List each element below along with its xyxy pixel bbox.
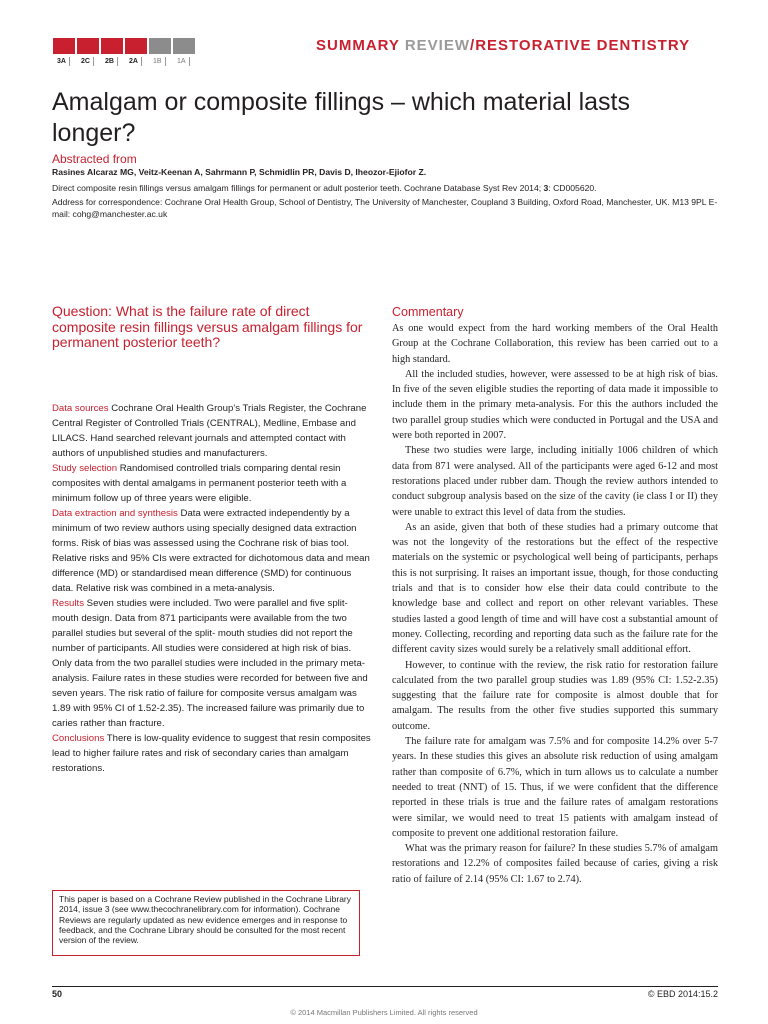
abstract-paragraph: [52, 596, 372, 731]
level-box: [149, 38, 171, 54]
conclusions-heading: Conclusions: [52, 733, 105, 744]
evidence-level: [77, 38, 99, 66]
commentary-paragraph: These two studies were large, including initially 1006 children of which data from 871 were analysed. All of the participants were aged 6-12 and most restorations placed under rubber dam. Though the review authors intended to conduct subgroup analysis based on the size of the cavity (ie class I or II) they were unable to extract this level of data from the studies.: [392, 445, 718, 518]
abstract-paragraph: [52, 401, 372, 461]
extraction-text: Data were extracted independently by a minimum of two review authors using specially designed data extraction forms. Risk of bias was assessed using the Cochrane risk of bias tool. Relative risks and 95% CIs were extracted for dichotomous data and mean difference (MD) or standardised mean difference (SMD) for continuous data. Relative risk was combined in a meta-analysis.: [52, 508, 370, 594]
cochrane-note-box: This paper is based on a Cochrane Review published in the Cochrane Library 2014, issue 3 (see www.thecochranelibrary.com for information). Cochrane Reviews are regularly updated as new evidence emerges and in response to feedback, and the Cochrane Library should be consulted for the most recent version of the review.: [52, 890, 360, 956]
copyright-notice: © 2014 Macmillan Publishers Limited. All rights reserved: [290, 1008, 478, 1017]
level-label: 1A: [173, 57, 190, 66]
correspondence-address: Address for correspondence: Cochrane Oral Health Group, School of Dentistry, The University of Manchester, Coupland 3 Building, Oxford Road, Manchester, UK. M13 9PL E-mail: cohg@manchester.ac.uk: [52, 197, 718, 219]
commentary-paragraph: The failure rate for amalgam was 7.5% and for composite 14.2% over 5-7 years. In these studies this gives an absolute risk reduction of using amalgam rather than composite of 6.7%, which in turn allows us to calculate a number needed to treat (NNT) of 15. Thus, if we were confident that the difference reported in these trials is true and the failure rates of amalgam restorations were similar, we would need to treat 15 patients with amalgam instead of composite to prevent one additional restoration failure.: [392, 736, 718, 839]
journal-reference: © EBD 2014:15.2: [647, 989, 718, 999]
section-summary: SUMMARY: [316, 37, 405, 54]
level-box: [101, 38, 123, 54]
section-header: [316, 37, 690, 54]
citation-issue: 3: [543, 183, 549, 193]
question-heading: Question: What is the failure rate of direct composite resin fillings versus amalgam fillings for permanent posterior teeth?: [52, 303, 363, 350]
level-label: 2B: [101, 57, 118, 66]
article-title: Amalgam or composite fillings – which material lasts longer?: [52, 88, 630, 147]
citation-id: : CD005620.: [548, 183, 597, 193]
level-label: 2A: [125, 57, 142, 66]
level-box: [173, 38, 195, 54]
conclusions-text: There is low-quality evidence to suggest that resin composites lead to higher failure rates and risk of secondary caries than amalgam restorations.: [52, 733, 371, 774]
level-box: [77, 38, 99, 54]
citation-text: Direct composite resin fillings versus amalgam fillings for permanent or adult posterior teeth. Cochrane Database Syst Rev 2014;: [52, 183, 544, 193]
data-sources-text: Cochrane Oral Health Group’s Trials Register, the Cochrane Central Register of Controlled Trials (CENTRAL), Medline, Embase and LILACS. Hand searched relevant journals and attempted contact with authors of unpublished studies and manufacturers.: [52, 403, 367, 459]
section-review: REVIEW: [404, 37, 471, 54]
section-topic: /RESTORATIVE DENTISTRY: [470, 37, 691, 54]
evidence-level: [125, 38, 147, 66]
abstracted-from-label: Abstracted from: [52, 152, 137, 166]
level-box: [53, 38, 75, 54]
citation: [52, 183, 722, 194]
commentary-paragraph: As an aside, given that both of these studies had a primary outcome that was not the longevity of the restorations but the effect of the respective materials on the systemic or psychological well being of participants, perhaps this is not surprising. It raises an important issue, though, for those conducting trials and that is to consider how else their data could contribute to the knowledge base and collect and report on other relevant variables. These studies lasted a good length of time and will have cost a substantial amount of money. Collecting, recording and reporting data such as the failure rate for the different cavity sizes would surely be a relatively small additional effort.: [392, 521, 718, 656]
level-label: 1B: [149, 57, 166, 66]
abstract: [52, 401, 372, 776]
commentary-paragraph: As one would expect from the hard working members of the Oral Health Group at the Cochrane Collaboration, this review has been carried out to a high standard.: [392, 323, 718, 365]
evidence-level: [53, 38, 75, 66]
commentary-paragraph: What was the primary reason for failure? In these studies 5.7% of amalgam restorations and 12.2% of composites failed because of caries, giving a risk ratio of failure of 2.14 (95% CI: 1.67 to 2.74).: [392, 843, 718, 885]
level-label: 2C: [77, 57, 94, 66]
study-selection-text: Randomised controlled trials comparing dental resin composites with dental amalgams in permanent posterior teeth with a minimum follow up of three years were eligible.: [52, 463, 347, 504]
data-sources-heading: Data sources: [52, 403, 109, 414]
study-selection-heading: Study selection: [52, 463, 118, 474]
abstract-paragraph: [52, 461, 372, 506]
evidence-levels: [53, 38, 195, 66]
evidence-level: [101, 38, 123, 66]
level-label: 3A: [53, 57, 70, 66]
evidence-level: [149, 38, 171, 66]
commentary-body: [392, 321, 718, 887]
page-number: 50: [52, 989, 63, 999]
level-box: [125, 38, 147, 54]
abstract-paragraph: [52, 731, 372, 776]
authors: Rasines Alcaraz MG, Veitz-Keenan A, Sahrmann P, Schmidlin PR, Davis D, Iheozor-Ejiofor Z.: [52, 167, 427, 177]
results-text: Seven studies were included. Two were parallel and five split-mouth design. Data from 871 participants were available from the two parallel studies but several of the split- mouth studies did not report the number of participants. All studies were considered at high risk of bias. Only data from the two parallel studies were included in the primary meta-analysis. Failure rates in these studies were recorded for between five and seven years. The risk ratio of failure for composite versus amalgam was 1.89 with 95% CI of 1.52-2.35). The increased failure was primarily due to caries rather than fracture.: [52, 598, 368, 729]
footer-rule: [52, 986, 718, 987]
commentary-paragraph: However, to continue with the review, the risk ratio for restoration failure calculated from the two parallel group studies was 1.89 (95% CI: 1.52-2.35) suggesting that the failure rate for composite is almost double that for amalgam. The results from the other five studies supported this summary outcome.: [392, 659, 718, 732]
commentary-paragraph: All the included studies, however, were assessed to be at high risk of bias. In five of the seven eligible studies the reporting of data made it impossible to include them in the primary meta-analysis. For this the authors included the two parallel group studies which were conducted in Portugal and the USA and were both reported in 2007.: [392, 368, 718, 442]
extraction-heading: Data extraction and synthesis: [52, 508, 178, 519]
evidence-level: [173, 38, 195, 66]
abstract-paragraph: [52, 506, 372, 596]
results-heading: Results: [52, 598, 84, 609]
commentary-heading: Commentary: [392, 305, 464, 319]
